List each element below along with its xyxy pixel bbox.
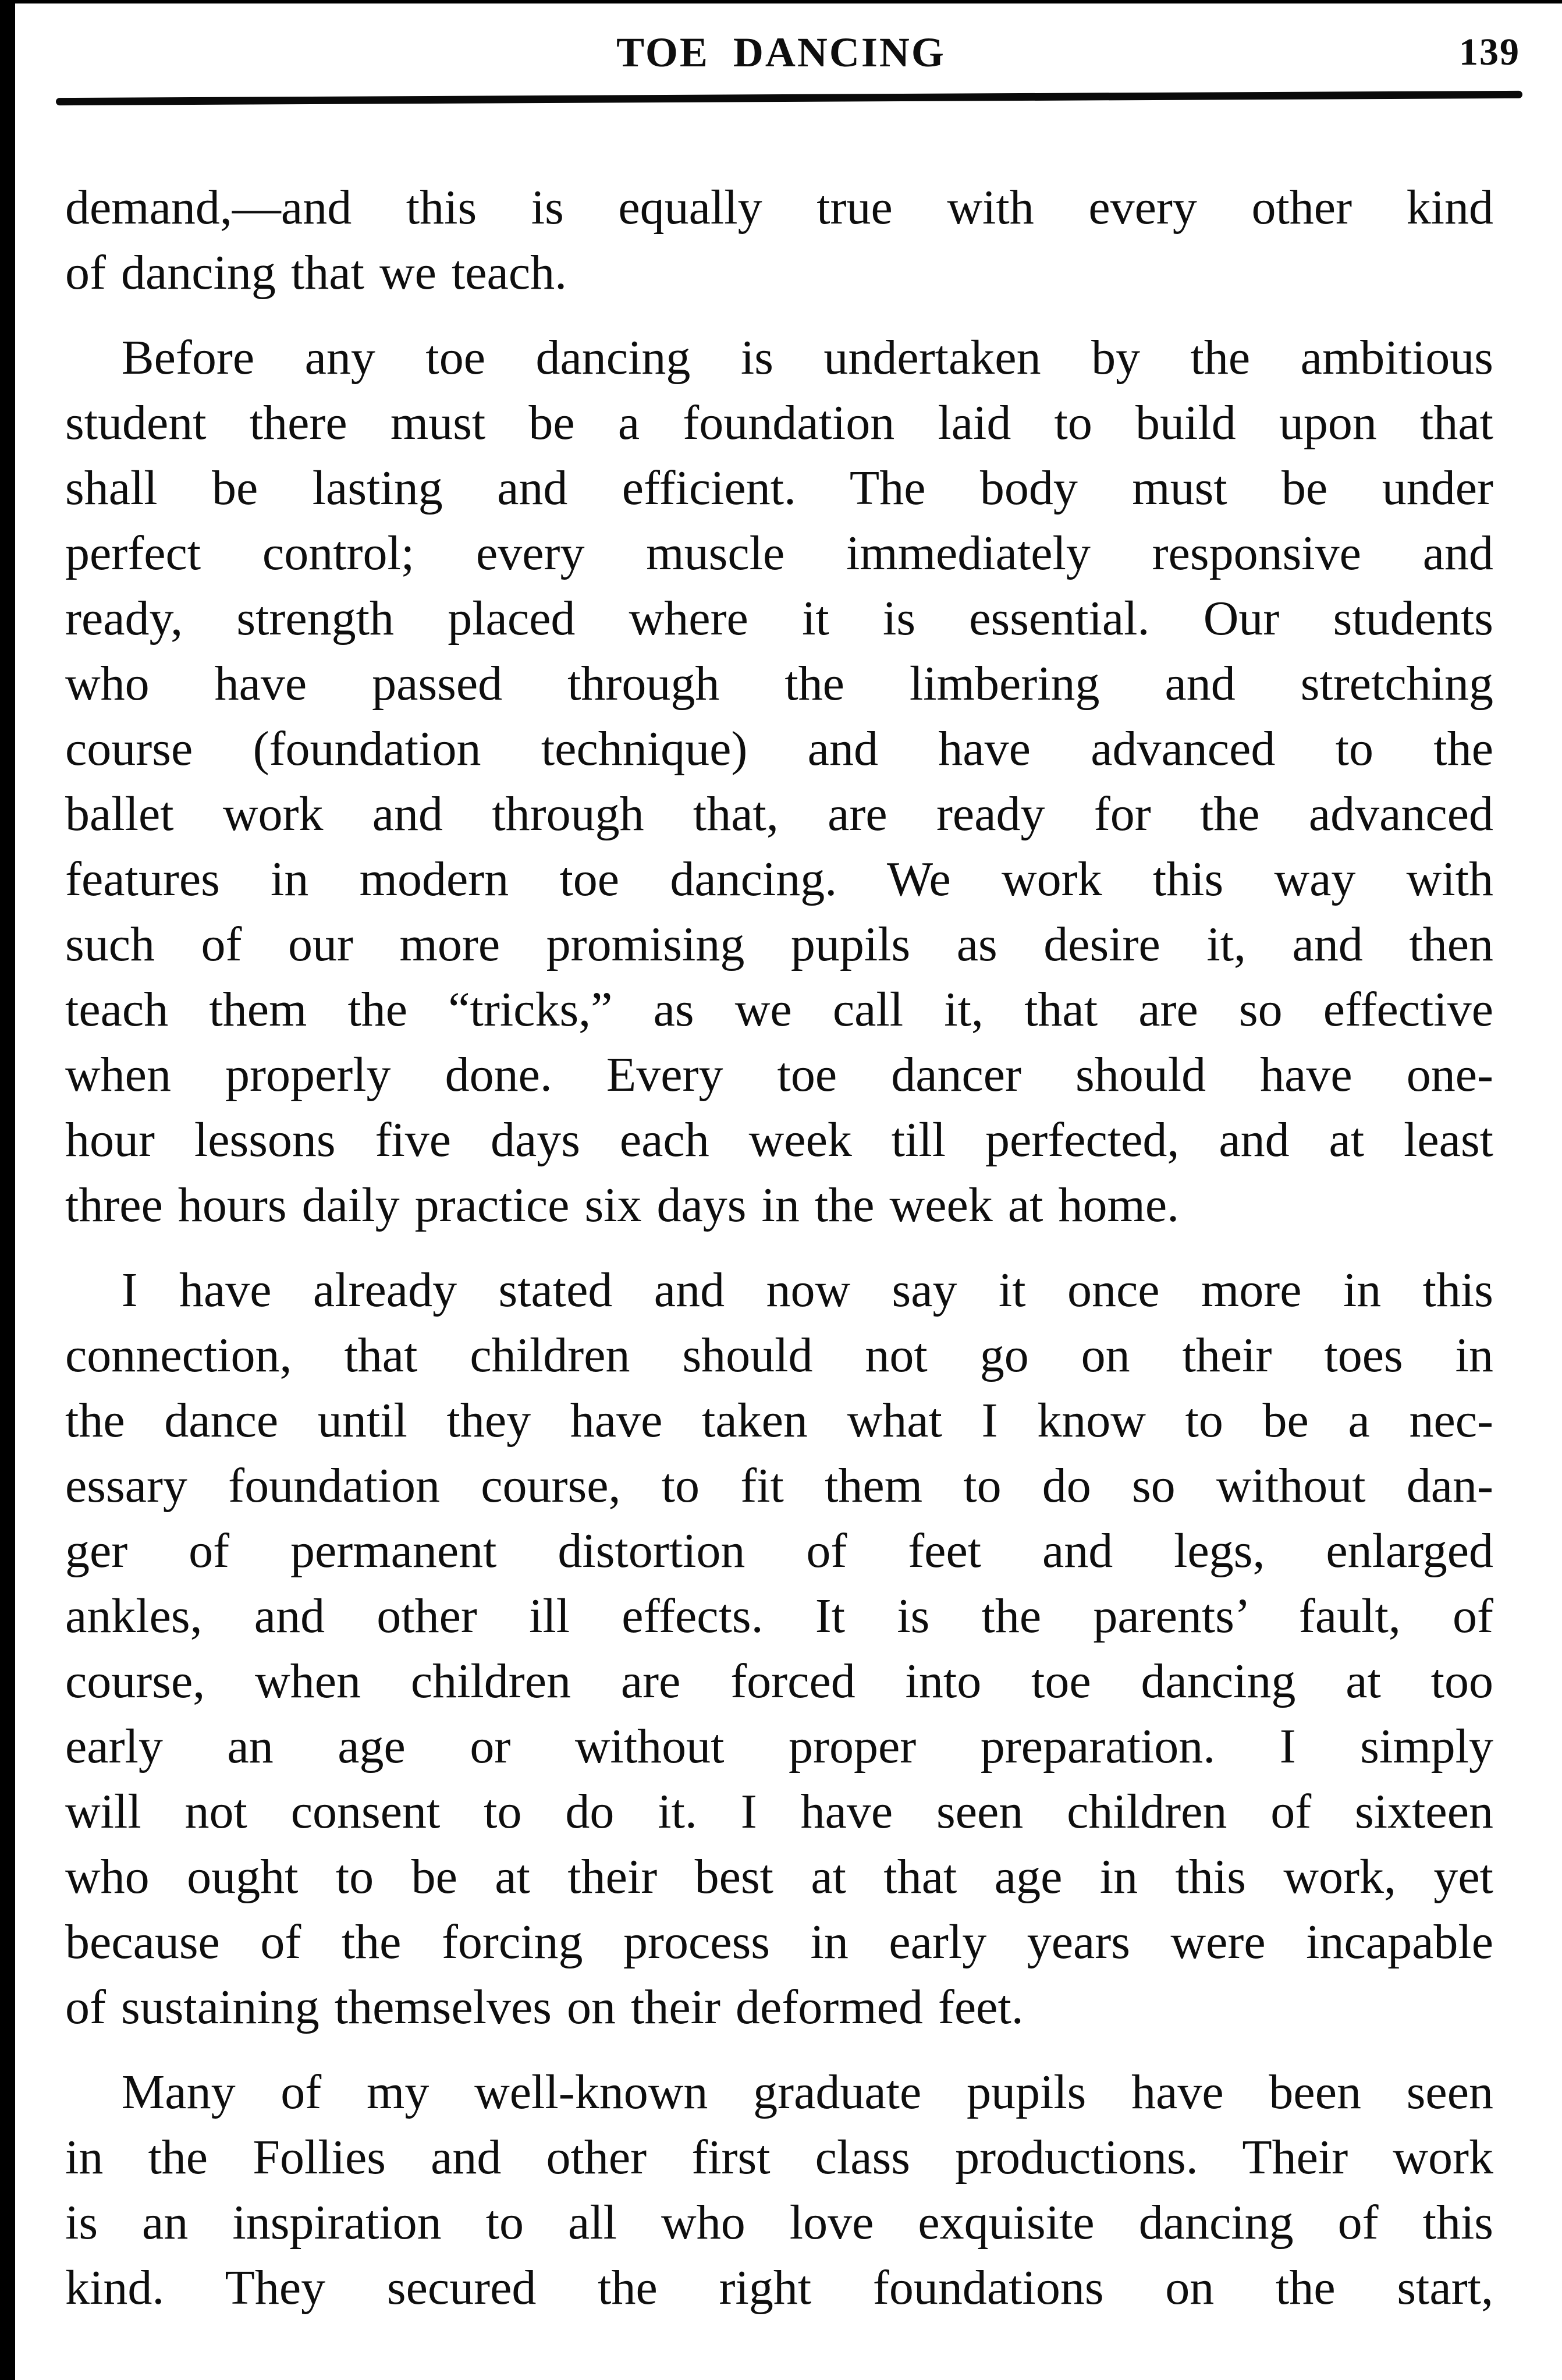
text-line: who ought to be at their best at that age in this work, yet: [65, 1850, 1493, 1904]
page-number: 139: [1459, 31, 1520, 73]
text-line: such of our more promising pupils as desire it, and then: [65, 917, 1493, 971]
text-line: because of the forcing process in early years were incapable: [65, 1915, 1493, 1969]
text-line: of sustaining themselves on their deformed feet.: [65, 1980, 1024, 2034]
page-header: [0, 0, 1562, 75]
text-line: ankles, and other ill effects. It is the parents’ fault, of: [65, 1589, 1493, 1643]
header-rule: [56, 91, 1522, 105]
text-line: is an inspiration to all who love exquisite dancing of this: [65, 2195, 1493, 2250]
text-line: ready, strength placed where it is essential. Our students: [65, 591, 1493, 645]
scan-edge-left: [0, 0, 15, 2380]
text-line: three hours daily practice six days in the week at home.: [65, 1178, 1180, 1232]
paragraph: [65, 2060, 1493, 2321]
text-line: ballet work and through that, are ready for the advanced: [65, 787, 1493, 841]
text-line: in the Follies and other first class productions. Their work: [65, 2130, 1493, 2184]
text-line: connection, that children should not go on their toes in: [65, 1328, 1493, 1382]
running-head-title: TOE DANCING: [616, 29, 946, 76]
text-line: demand,—and this is equally true with every other kind: [65, 180, 1493, 235]
text-line: when properly done. Every toe dancer should have one-: [65, 1048, 1493, 1102]
paragraph: [65, 325, 1493, 1238]
text-line: of dancing that we teach.: [65, 246, 567, 300]
text-line: shall be lasting and efficient. The body must be under: [65, 461, 1493, 515]
text-line: hour lessons five days each week till perfected, and at least: [65, 1113, 1493, 1167]
body-text: [0, 175, 1562, 2321]
text-line: perfect control; every muscle immediately responsive and: [65, 526, 1493, 580]
text-line: Many of my well-known graduate pupils have been seen: [121, 2065, 1493, 2119]
text-line: essary foundation course, to fit them to do so without dan-: [65, 1459, 1493, 1513]
text-line: who have passed through the limbering and stretching: [65, 657, 1493, 711]
text-line: will not consent to do it. I have seen children of sixteen: [65, 1785, 1493, 1839]
text-line: ger of permanent distortion of feet and legs, enlarged: [65, 1524, 1493, 1578]
text-line: student there must be a foundation laid to build upon that: [65, 396, 1493, 450]
text-line: early an age or without proper preparation. I simply: [65, 1719, 1493, 1774]
text-line: Before any toe dancing is undertaken by the ambitious: [121, 331, 1493, 385]
paragraph: [65, 1258, 1493, 2040]
paragraph: [65, 175, 1493, 306]
text-line: the dance until they have taken what I know to be a nec-: [65, 1393, 1493, 1448]
text-line: course, when children are forced into toe dancing at too: [65, 1654, 1493, 1708]
text-line: kind. They secured the right foundations on the start,: [65, 2261, 1493, 2315]
text-line: I have already stated and now say it once more in this: [121, 1263, 1493, 1317]
text-line: teach them the “tricks,” as we call it, that are so effective: [65, 982, 1493, 1037]
text-line: course (foundation technique) and have advanced to the: [65, 722, 1493, 776]
text-line: features in modern toe dancing. We work this way with: [65, 852, 1493, 906]
